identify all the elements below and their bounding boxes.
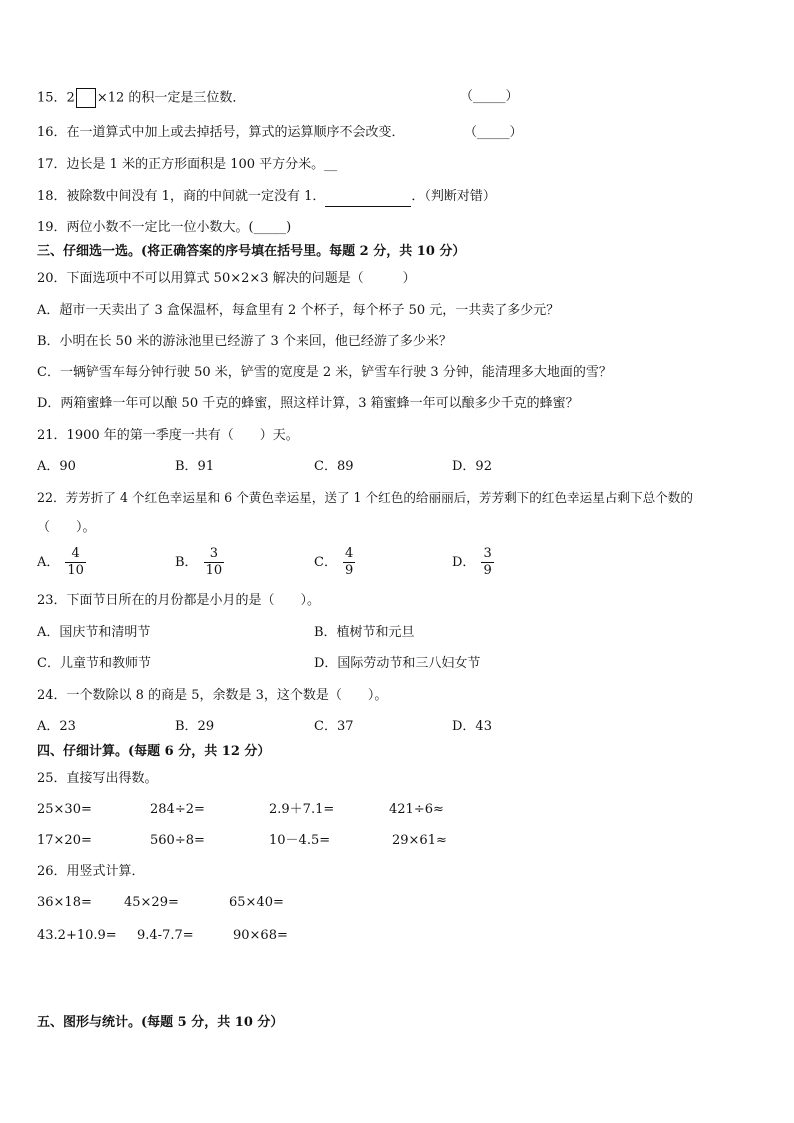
numerator: 4 <box>71 546 80 561</box>
calc-item: 9.4-7.7= <box>137 928 194 943</box>
q24-option-c[interactable]: C．37 <box>314 719 354 734</box>
q23-option-c[interactable]: C．儿童节和教师节 <box>37 656 151 671</box>
q21-option-a[interactable]: A．90 <box>37 459 76 474</box>
denominator: 9 <box>483 563 492 578</box>
q23-option-a[interactable]: A．国庆节和清明节 <box>37 625 151 640</box>
calc-item: 284÷2= <box>150 802 205 817</box>
q21-option-b[interactable]: B．91 <box>175 459 215 474</box>
option-label: B． <box>175 555 198 570</box>
question-15 <box>37 88 245 108</box>
calc-item: 43.2+10.9= <box>37 928 117 943</box>
question-24: 24．一个数除以 8 的商是 5，余数是 3，这个数是（ ）。 <box>37 688 388 703</box>
q23-option-b[interactable]: B．植树节和元旦 <box>314 625 415 640</box>
q21-option-d[interactable]: D．92 <box>452 459 492 474</box>
q16-answer-paren[interactable]: （_____） <box>464 125 523 140</box>
calc-item: 65×40= <box>229 895 284 910</box>
numerator: 4 <box>344 546 354 561</box>
section-5-title: 五、图形与统计。(每题 5 分，共 10 分） <box>37 1015 284 1030</box>
q24-option-a[interactable]: A．23 <box>37 719 76 734</box>
q18-suffix: ．（判断对错） <box>411 189 496 204</box>
fraction <box>481 546 493 579</box>
q15-suffix: ×12 的积一定是三位数． <box>96 90 246 106</box>
calc-item: 25×30= <box>37 802 92 817</box>
numerator: 3 <box>209 546 218 561</box>
fraction <box>343 546 355 579</box>
section-4-title: 四、仔细计算。(每题 6 分，共 12 分） <box>37 744 271 759</box>
question-21: 21．1900 年的第一季度一共有（ ）天。 <box>37 428 299 443</box>
question-22-cont: （ ）。 <box>37 520 96 535</box>
answer-blank[interactable] <box>325 188 411 207</box>
calc-item: 17×20= <box>37 833 92 848</box>
option-label: A． <box>37 555 60 570</box>
question-17: 17．边长是 1 米的正方形面积是 100 平方分米。__ <box>37 157 338 172</box>
calc-item: 90×68= <box>233 928 288 943</box>
denominator: 10 <box>205 563 223 578</box>
q24-option-b[interactable]: B．29 <box>175 719 215 734</box>
q20-option-d[interactable]: D．两箱蜜蜂一年可以酿 50 千克的蜂蜜，照这样计算，3 箱蜜蜂一年可以酿多少千克的蜂蜜？ <box>37 396 579 411</box>
q22-option-c[interactable] <box>314 546 355 579</box>
fraction <box>204 546 225 579</box>
q20-option-b[interactable]: B．小明在长 50 米的游泳池里已经游了 3 个来回，他已经游了多少米？ <box>37 334 452 349</box>
calc-item: 560÷8= <box>150 833 205 848</box>
q24-option-d[interactable]: D．43 <box>452 719 492 734</box>
denominator: 9 <box>344 563 354 578</box>
q22-option-d[interactable] <box>452 546 494 579</box>
calc-item: 421÷6≈ <box>389 802 444 817</box>
calc-item: 2.9＋7.1= <box>269 802 335 817</box>
q18-prefix: 18．被除数中间没有 1，商的中间就一定没有 1． <box>37 189 326 204</box>
answer-box[interactable] <box>76 88 96 108</box>
q15-answer-paren[interactable]: （_____） <box>460 89 519 104</box>
question-19: 19．两位小数不一定比一位小数大。(_____) <box>37 220 292 235</box>
question-25: 25．直接写出得数。 <box>37 771 158 786</box>
question-16: 16．在一道算式中加上或去掉括号，算式的运算顺序不会改变． <box>37 125 405 140</box>
calc-item: 36×18= <box>37 895 92 910</box>
option-label: C． <box>314 555 337 570</box>
q21-option-c[interactable]: C．89 <box>314 459 354 474</box>
q20-option-c[interactable]: C．一辆铲雪车每分钟行驶 50 米，铲雪的宽度是 2 米，铲雪车行驶 3 分钟，能清理多大地面的雪？ <box>37 365 612 380</box>
numerator: 3 <box>483 546 492 561</box>
question-22: 22．芳芳折了 4 个红色幸运星和 6 个黄色幸运星，送了 1 个红色的给丽丽后，芳芳剩下的红色幸运星占剩下总个数的 <box>37 490 693 505</box>
section-3-title: 三、仔细选一选。(将正确答案的序号填在括号里。每题 2 分，共 10 分） <box>37 244 466 259</box>
q22-option-a[interactable] <box>37 546 86 579</box>
calc-item: 29×61≈ <box>392 833 447 848</box>
fraction <box>65 546 86 579</box>
option-label: D． <box>452 555 476 570</box>
question-26: 26．用竖式计算． <box>37 864 145 879</box>
calc-item: 10－4.5= <box>269 833 331 848</box>
denominator: 10 <box>67 563 84 578</box>
q23-option-d[interactable]: D．国际劳动节和三八妇女节 <box>314 656 481 671</box>
q22-option-b[interactable] <box>175 546 224 579</box>
question-18 <box>37 188 496 207</box>
q15-prefix: 15．2 <box>37 90 75 106</box>
q20-option-a[interactable]: A．超市一天卖出了 3 盒保温杯，每盒里有 2 个杯子，每个杯子 50 元，一共卖了多少元？ <box>37 303 560 318</box>
calc-item: 45×29= <box>124 895 179 910</box>
question-20: 20．下面选项中不可以用算式 50×2×3 解决的问题是（ ） <box>37 271 416 286</box>
question-23: 23．下面节日所在的月份都是小月的是（ ）。 <box>37 593 321 608</box>
